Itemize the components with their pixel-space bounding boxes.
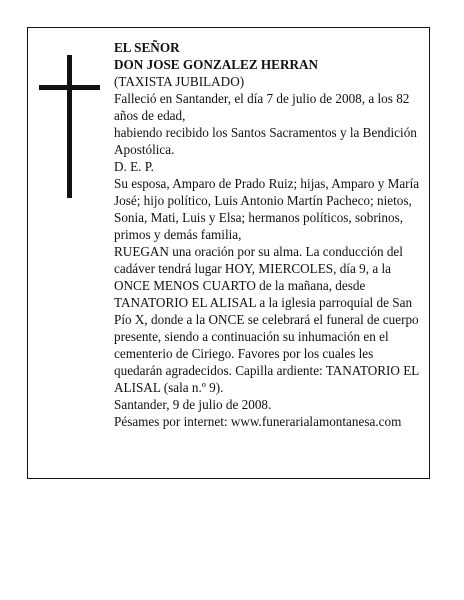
- death-notice: Falleció en Santander, el día 7 de julio de 2008, a los 82 años de edad,: [114, 91, 410, 123]
- condolences-text: Pésames por internet: www.funerarialamontanesa.com: [114, 414, 402, 429]
- deceased-name: DON JOSE GONZALEZ HERRAN: [114, 57, 319, 72]
- family-text: Su esposa, Amparo de Prado Ruiz; hijas, Amparo y María José; hijo político, Luis Antonio Martín Pacheco; nietos, Sonia, Mati, Luis y Elsa; hermanos políticos, sobrinos, primos y demás familia,: [114, 176, 420, 242]
- place-date: Santander, 9 de julio de 2008.: [114, 397, 272, 412]
- rip-text: D. E. P.: [114, 159, 154, 174]
- sacraments-text: habiendo recibido los Santos Sacramentos y la Bendición Apostólica.: [114, 125, 417, 157]
- heading-title: EL SEÑOR: [114, 40, 180, 55]
- cross-icon: [67, 55, 72, 198]
- cross-bar-icon: [39, 85, 100, 90]
- obituary-notice: [27, 27, 430, 479]
- request-text: RUEGAN una oración por su alma. La conducción del cadáver tendrá lugar HOY, MIERCOLES, día 9, a la ONCE MENOS CUARTO de la mañana, desde TANATORIO EL ALISAL a la iglesia parroquial de San Pío X, donde a la ONCE se celebrará el funeral de cuerpo presente, siendo a continuación su inhumación en el cementerio de Ciriego. Favores por los cuales les quedarán agradecidos. Capilla ardiente: TANATORIO EL ALISAL (sala n.º 9).: [114, 244, 419, 395]
- occupation: (TAXISTA JUBILADO): [114, 74, 245, 89]
- obituary-text: [114, 39, 422, 430]
